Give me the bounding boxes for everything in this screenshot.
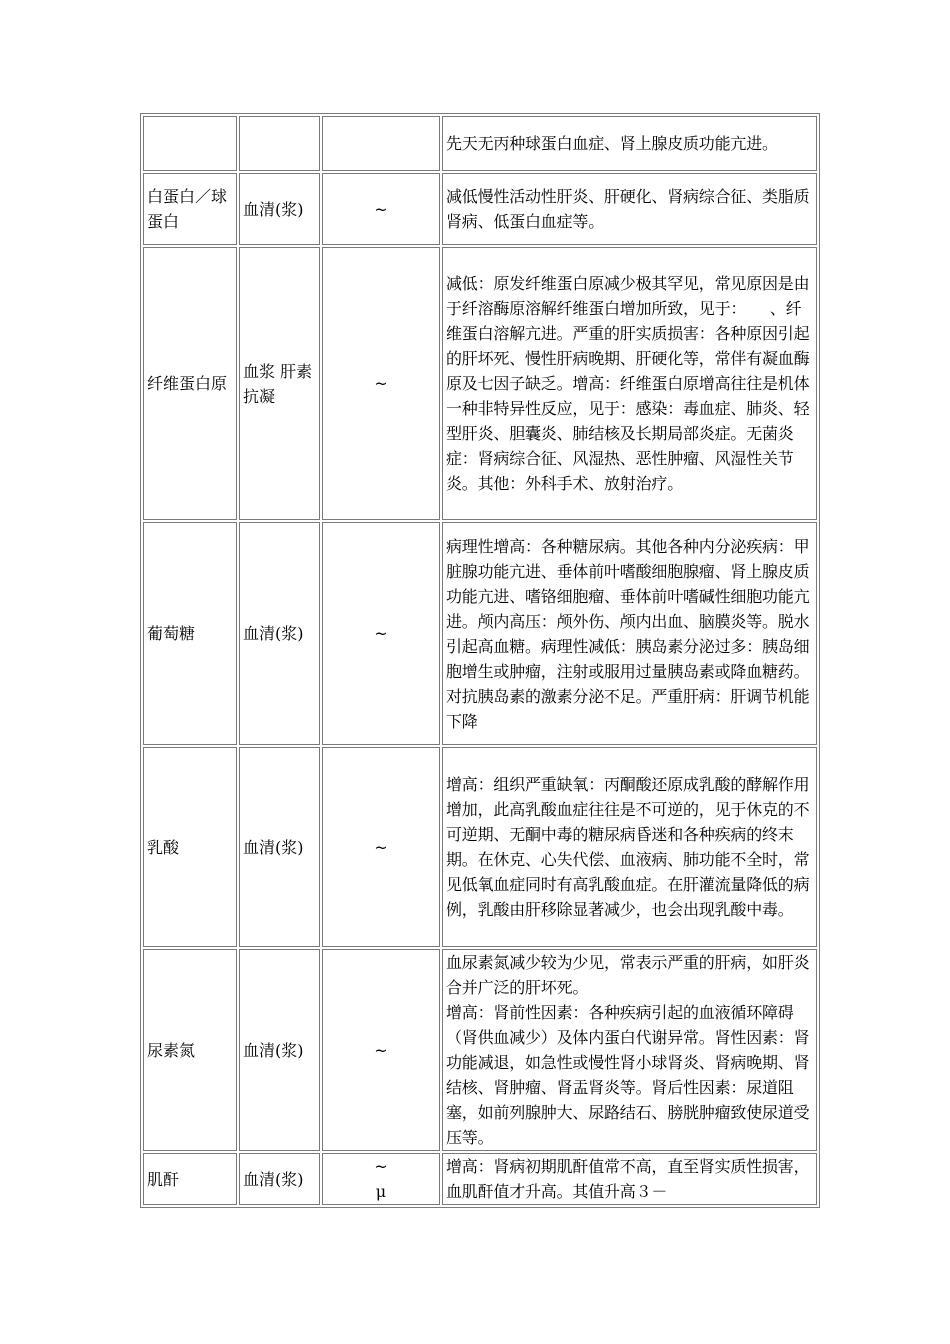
clinical-significance-cell <box>442 173 817 245</box>
clinical-text: 先天无丙种球蛋白血症、肾上腺皮质功能亢进。 <box>446 134 778 153</box>
clinical-text: 减低慢性活动性肝炎、肝硬化、肾病综合征、类脂质肾病、低蛋白血症等。 <box>446 187 810 231</box>
table-row <box>143 949 817 1151</box>
specimen-cell <box>239 116 320 171</box>
clinical-significance-cell <box>442 116 817 171</box>
specimen-cell: 血清(浆) <box>239 949 320 1151</box>
range-cell <box>322 116 440 171</box>
clinical-significance-cell <box>442 747 817 947</box>
specimen-cell: 血清(浆) <box>239 173 320 245</box>
specimen-cell: 血浆 肝素抗凝 <box>239 247 320 520</box>
clinical-text: 增高：肾前性因素：各种疾病引起的血液循环障碍（肾供血减少）及体内蛋白代谢异常。肾性因素：肾功能减退，如急性或慢性肾小球肾炎、肾病晚期、肾结核、肾肿瘤、肾盂肾炎等。肾后性因素：尿道阻塞，如前列腺肿大、尿路结石、膀胱肿瘤致使尿道受压等。 <box>446 1003 810 1147</box>
test-name-cell: 尿素氮 <box>143 949 237 1151</box>
clinical-text: 血尿素氮减少较为少见，常表示严重的肝病，如肝炎合并广泛的肝坏死。 <box>446 953 810 997</box>
clinical-significance-cell <box>442 522 817 745</box>
test-name-cell: 纤维蛋白原 <box>143 247 237 520</box>
range-cell: ~ <box>322 949 440 1151</box>
clinical-text: 增高：组织严重缺氧：丙酮酸还原成乳酸的酵解作用增加，此高乳酸血症往往是不可逆的，见于休克的不可逆期、无酮中毒的糖尿病昏迷和各种疾病的终末期。在休克、心失代偿、血液病、肺功能不全时，常见低氧血症同时有高乳酸血症。在肝灌流量降低的病例，乳酸由肝移除显著减少，也会出现乳酸中毒。 <box>446 775 810 919</box>
clinical-text: 减低：原发纤维蛋白原减少极其罕见，常见原因是由于纤溶酶原溶解纤维蛋白增加所致，见于： 、纤维蛋白溶解亢进。严重的肝实质损害：各种原因引起的肝坏死、慢性肝病晚期、肝硬化等，常伴有凝血酶原及七因子缺乏。增高：纤维蛋白原增高往往是机体一种非特异性反应，见于：感染：毒血症、肺炎、轻型肝炎、胆囊炎、肺结核及长期局部炎症。无菌炎症：肾病综合征、风湿热、恶性肿瘤、风湿性关节炎。其他：外科手术、放射治疗。 <box>446 274 810 493</box>
clinical-text: 病理性增高：各种糖尿病。其他各种内分泌疾病：甲脏腺功能亢进、垂体前叶嗜酸细胞腺瘤、肾上腺皮质功能亢进、嗜铬细胞瘤、垂体前叶嗜碱性细胞功能亢进。颅内高压：颅外伤、颅内出血、脑膜炎等。脱水引起高血糖。病理性减低：胰岛素分泌过多：胰岛细胞增生或肿瘤，注射或服用过量胰岛素或降血糖药。对抗胰岛素的激素分泌不足。严重肝病：肝调节机能下降 <box>446 536 810 731</box>
range-cell <box>322 1153 440 1205</box>
test-name-cell: 肌酐 <box>143 1153 237 1205</box>
range-unit: μ <box>375 1182 387 1201</box>
range-cell: ~ <box>322 747 440 947</box>
table-row <box>143 522 817 745</box>
specimen-cell: 血清(浆) <box>239 747 320 947</box>
table-row <box>143 1153 817 1205</box>
test-name-cell: 葡萄糖 <box>143 522 237 745</box>
specimen-cell: 血清(浆) <box>239 522 320 745</box>
table-row <box>143 747 817 947</box>
range-value: ~ <box>374 1157 388 1176</box>
range-cell: ~ <box>322 247 440 520</box>
lab-reference-table <box>140 113 820 1208</box>
test-name-cell <box>143 116 237 171</box>
range-cell: ~ <box>322 522 440 745</box>
table-row <box>143 173 817 245</box>
clinical-significance-cell <box>442 949 817 1151</box>
range-cell: ~ <box>322 173 440 245</box>
clinical-significance-cell <box>442 247 817 520</box>
test-name-cell: 白蛋白／球蛋白 <box>143 173 237 245</box>
specimen-cell: 血清(浆) <box>239 1153 320 1205</box>
clinical-significance-cell <box>442 1153 817 1205</box>
test-name-cell: 乳酸 <box>143 747 237 947</box>
table-row <box>143 247 817 520</box>
table-row <box>143 116 817 171</box>
clinical-text: 增高：肾病初期肌酐值常不高，直至肾实质性损害，血肌酐值才升高。其值升高３－ <box>446 1157 810 1201</box>
